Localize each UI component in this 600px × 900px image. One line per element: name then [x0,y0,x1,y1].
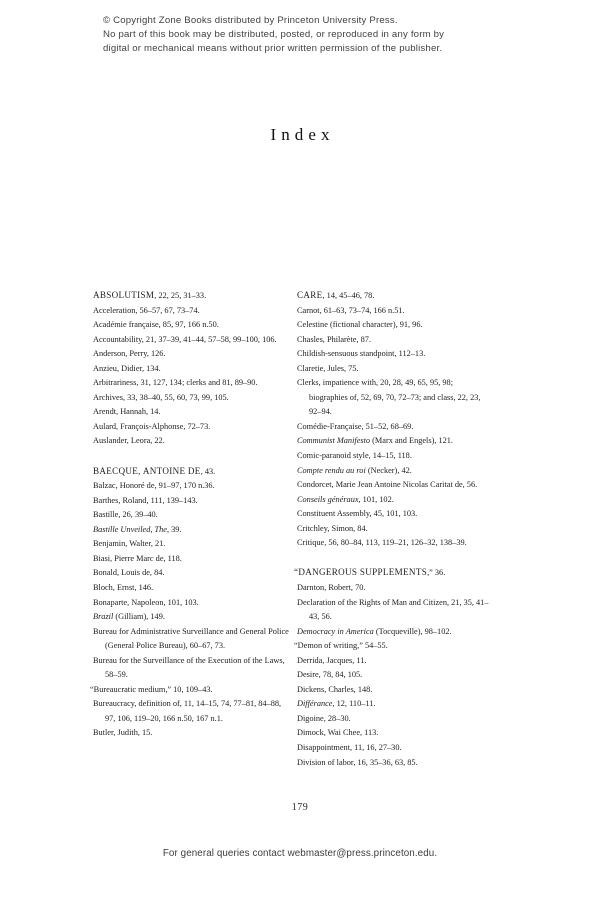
index-entry-text: Critique, 56, 80–84, 113, 119–21, 126–32, 138–39. [297,538,467,548]
index-entry-title: Bastille Unveiled, The [93,524,167,534]
index-entry [93,523,289,538]
index-entry-text: Clerks, impatience with, 20, 28, 49, 65, 95, 98; biographies of, 52, 69, 70, 72–73; and class, 22, 23, 92–94. [297,378,481,417]
index-entry [93,537,289,552]
index-entry [297,536,493,551]
index-entry [93,347,289,362]
index-entry-text: Bonaparte, Napoleon, 101, 103. [93,597,199,607]
index-entry-heading: ABSOLUTISM [93,290,155,300]
footer-query-note: For general queries contact webmaster@press.princeton.edu. [162,848,438,859]
index-entry-text: Biasi, Pierre Marc de, 118. [93,553,182,563]
index-entry [297,668,493,683]
index-entry [93,391,289,406]
index-entry [297,478,493,493]
index-body [0,288,600,778]
index-entry-locators: (Marx and Engels), 121. [370,436,454,446]
index-entry-text: Digoine, 28–30. [297,713,351,723]
index-entry [93,654,289,683]
index-entry [93,362,289,377]
index-entry [93,596,289,611]
index-entry [93,464,289,480]
index-entry-text: Anzieu, Didier, 134. [93,363,161,373]
index-entry-text: “Demon of writing,” 54–55. [294,641,388,651]
index-entry-text: Académie française, 85, 97, 166 n.50. [93,320,219,330]
index-entry-text: Auslander, Leora, 22. [93,436,165,446]
index-entry [297,362,493,377]
index-entry-title: Conseils généraux [297,494,359,504]
index-entry-locators: (Necker), 42. [365,465,412,475]
index-entry-locators: (Tocqueville), 98–102. [373,626,452,636]
index-entry [297,683,493,698]
index-entry-text: Critchley, Simon, 84. [297,523,368,533]
index-entry-text: Carnot, 61–63, 73–74, 166 n.51. [297,305,405,315]
index-entry [93,405,289,420]
index-entry-text: Comic-paranoid style, 14–15, 118. [297,451,412,461]
index-entry-locators: , 12, 110–11. [332,699,376,709]
index-entry-text: Bureaucracy, definition of, 11, 14–15, 74, 77–81, 84–88, 97, 106, 119–20, 166 n.50, 167 n.1. [93,699,282,723]
index-entry [93,420,289,435]
index-entry [93,288,289,304]
index-section-gap [93,449,289,464]
index-entry [297,376,493,420]
index-entry [297,712,493,727]
index-section-gap [297,551,493,566]
index-entry-text: Comédie-Française, 51–52, 68–69. [297,421,414,431]
index-entry-text: Bloch, Ernst, 146. [93,582,154,592]
index-entry-text: Dickens, Charles, 148. [297,684,373,694]
index-entry [93,625,289,654]
index-entry [297,756,493,771]
index-entry [297,522,493,537]
index-entry-text: Claretie, Jules, 75. [297,363,359,373]
index-entry [294,565,493,581]
index-entry-locators: , 43. [200,466,216,476]
index-entry [297,596,493,625]
index-entry-text: Bureau for the Surveillance of the Execution of the Laws, 58–59. [93,655,285,680]
index-entry-text: Arendt, Hannah, 14. [93,407,161,417]
copyright-line-1: © Copyright Zone Books distributed by Princeton University Press. [103,15,398,26]
index-entry [297,625,493,640]
index-entry-text: Darnton, Robert, 70. [297,582,366,592]
index-entry-title: Brazil [93,612,114,622]
index-entry-text: Barthes, Roland, 111, 139–143. [93,495,198,505]
index-entry-heading: “DANGEROUS SUPPLEMENTS [294,567,428,578]
index-entry [297,333,493,348]
index-entry-title: Communist Manifesto [297,436,371,446]
index-entry [93,552,289,567]
copyright-line-3: digital or mechanical means without prior written permission of the publisher. [103,43,443,55]
index-entry [297,449,493,464]
copyright-notice [103,14,523,57]
index-entry [93,508,289,523]
index-entry [93,610,289,625]
index-entry [297,420,493,435]
index-entry-text: Acceleration, 56–57, 67, 73–74. [93,305,200,315]
index-entry-locators: , 14, 45–46, 78. [322,291,375,300]
index-entry [297,697,493,712]
index-entry-text: Dimock, Wai Chee, 113. [297,728,379,738]
index-entry [297,654,493,669]
index-entry-text: Constituent Assembly, 45, 101, 103. [297,509,418,519]
index-entry-text: Disappointment, 11, 16, 27–30. [297,743,402,752]
copyright-line-2: No part of this book may be distributed, posted, or reproduced in any form by [103,29,445,41]
index-entry [297,304,493,319]
index-entry-locators: (Gilliam), 149. [113,612,165,622]
index-entry-text: Childish-sensuous standpoint, 112–13. [297,349,426,359]
index-entry [93,376,289,391]
index-entry-title: Democracy in America [297,626,374,636]
index-entry-text: Bastille, 26, 39–40. [93,510,158,520]
page-number: 179 [291,802,309,813]
index-entry [93,566,289,581]
index-entry-text: Desire, 78, 84, 105. [297,670,363,680]
index-column-left [90,288,289,741]
index-entry [90,683,289,698]
index-entry [297,507,493,522]
index-entry-text: Chasles, Philarète, 87. [297,334,371,344]
index-entry [93,581,289,596]
index-entry [297,581,493,596]
index-entry-locators: ,” 36. [427,568,446,578]
index-entry-text: Bureau for Administrative Surveillance and General Police (General Police Bureau), 60–67, 73. [93,626,289,651]
index-entry-text: Declaration of the Rights of Man and Citizen, 21, 35, 41–43, 56. [297,597,489,622]
index-entry-heading: BAECQUE, ANTOINE DE [93,465,201,476]
index-entry-text: Balzac, Honoré de, 91–97, 170 n.36. [93,481,215,491]
index-entry-title: Compte rendu au roi [297,465,366,475]
index-entry [297,434,493,449]
index-column-right [294,288,493,770]
index-entry [297,493,493,508]
index-entry [93,333,289,348]
index-entry-text: Archives, 33, 38–40, 55, 60, 73, 99, 105. [93,392,229,402]
index-entry-text: Anderson, Perry, 126. [93,349,166,359]
page-title: Index [270,125,335,144]
index-entry-text: Derrida, Jacques, 11. [297,655,367,665]
index-entry-locators: , 39. [166,524,182,534]
index-entry [297,741,493,756]
index-entry [297,288,493,304]
index-entry [93,304,289,319]
index-entry [93,318,289,333]
index-entry-text: Celestine (fictional character), 91, 96. [297,320,423,330]
index-entry-text: “Bureaucratic medium,” 10, 109–43. [90,684,213,694]
index-entry [297,347,493,362]
index-entry-text: Division of labor, 16, 35–36, 63, 85. [297,757,418,767]
index-entry [93,434,289,449]
index-entry-text: Condorcet, Marie Jean Antoine Nicolas Caritat de, 56. [297,480,478,490]
index-entry [93,494,289,509]
index-entry-text: Accountability, 21, 37–39, 41–44, 57–58, 99–100, 106. [93,334,277,344]
index-entry [294,639,493,654]
index-entry-text: Benjamin, Walter, 21. [93,539,166,549]
index-entry-locators: , 22, 25, 31–33. [154,291,207,300]
index-entry-title: Différance [297,699,333,709]
index-entry-heading: CARE [297,290,323,300]
index-entry-locators: , 101, 102. [358,494,394,504]
index-entry [297,726,493,741]
index-entry [93,479,289,494]
index-entry-text: Butler, Judith, 15. [93,728,153,738]
index-entry [93,697,289,726]
index-entry-text: Arbitrariness, 31, 127, 134; clerks and 81, 89–90. [93,378,258,388]
index-entry [93,726,289,741]
index-entry [297,464,493,479]
index-entry [297,318,493,333]
index-entry-text: Aulard, François-Alphonse, 72–73. [93,421,211,431]
index-entry-text: Bonald, Louis de, 84. [93,568,165,578]
